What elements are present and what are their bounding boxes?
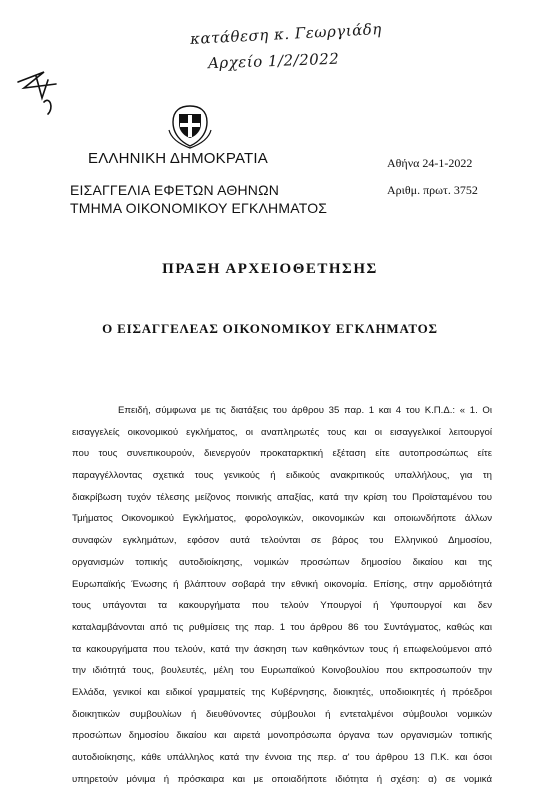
body-line: που τους συνεπικουρούν, διενεργούν προκαταρκτική εξέταση είτε αυτοπροσώπως είτε [72,448,492,460]
handwritten-note-line-2: Αρχείο 1/2/2022 [207,49,340,73]
body-line: τους υπάγονται τα κακουργήματα που τελούν Υπουργοί ή Υφυπουργοί και δεν [72,600,492,612]
body-line: την ιδιότητά τους, βουλευτές, μέλη του Ευρωπαϊκού Κοινοβουλίου που εκπροσωπούν την [72,665,492,677]
body-line: αυτοδιοίκησης, κάθε υπάλληλος κατά την έννοια της περ. α' του άρθρου 13 Π.Κ. και όσοι [72,752,492,763]
document-date: Αθήνα 24-1-2022 [387,156,473,170]
document-subtitle: Ο ΕΙΣΑΓΓΕΛΕΑΣ ΟΙΚΟΝΟΜΙΚΟΥ ΕΓΚΛΗΜΑΤΟΣ [102,321,438,336]
greek-coat-of-arms-icon [165,100,215,150]
body-line: παραγγέλλοντας σχετικά τους γενικούς ή ειδικούς ανακριτικούς υπαλλήλους, για τη [72,470,492,482]
body-line: τα κακουργήματα που τελούν, κατά την άσκηση των καθηκόντων τους ή επωφελούμενοι από [72,643,492,655]
handwritten-note-line-1: κατάθεση κ. Γεωργιάδη [189,19,383,49]
body-paragraph [72,400,492,790]
protocol-number: Αριθμ. πρωτ. 3752 [387,183,478,197]
body-line: διοικητικών συμβουλίων ή διευθύνοντες σύμβουλοι ή εντεταλμένοι σύμβουλοι νομικών [72,708,492,720]
header-department: ΤΜΗΜΑ ΟΙΚΟΝΟΜΙΚΟΥ ΕΓΚΛΗΜΑΤΟΣ [70,200,328,216]
body-line: υπηρετούν μόνιμα ή πρόσκαιρα και με οποιαδήποτε ιδιότητα ή σχέση: α) σε νομικά [72,773,492,785]
header-prosecution-office: ΕΙΣΑΓΓΕΛΙΑ ΕΦΕΤΩΝ ΑΘΗΝΩΝ [70,182,280,198]
body-line: συναφών εγκλημάτων, εφόσον αυτά τελούνται σε βάρος του Ελληνικού Δημοσίου, [72,535,492,547]
header-republic: ΕΛΛΗΝΙΚΗ ΔΗΜΟΚΡΑΤΙΑ [88,150,268,167]
body-line: διακρίβωση τυχόν τέλεσης μείζονος ποινικής απαξίας, κατά την κρίση του Προϊσταμένου του [72,491,492,503]
body-line: οργανισμών τοπικής αυτοδιοίκησης, νομικών προσώπων δημοσίου δικαίου και της [72,556,492,568]
body-line: καταλαμβάνονται από τις ρυθμίσεις της παρ. 1 του άρθρου 86 του Συντάγματος, καθώς και [72,621,492,633]
body-line: Τμήματος Οικονομικού Εγκλήματος, φορολογικών, οικονομικών και οποιωνδήποτε άλλων [72,513,492,525]
body-line: εισαγγελείς οικονομικού εγκλήματος, οι αναπληρωτές τους και οι εισαγγελικοί λειτουργοί [72,426,492,438]
document-title: ΠΡΑΞΗ ΑΡΧΕΙΟΘΕΤΗΣΗΣ [162,261,378,277]
body-line: Επειδή, σύμφωνα με τις διατάξεις του άρθρου 35 παρ. 1 και 4 του Κ.Π.Δ.: « 1. Οι [118,405,492,416]
handwritten-signature [14,62,66,118]
body-line: Ευρωπαϊκής Ένωσης ή βλάπτουν σοβαρά την εθνική οικονομία. Επίσης, στην αρμοδιότητά [72,578,492,590]
body-line: Ελλάδα, γενικοί και ειδικοί γραμματείς της Κυβέρνησης, διοικητές, υποδιοικητές ή πρόεδροι [72,686,492,698]
body-line: προσώπων δημοσίου δικαίου και αιρετά μονοπρόσωπα όργανα των οργανισμών τοπικής [72,730,492,742]
